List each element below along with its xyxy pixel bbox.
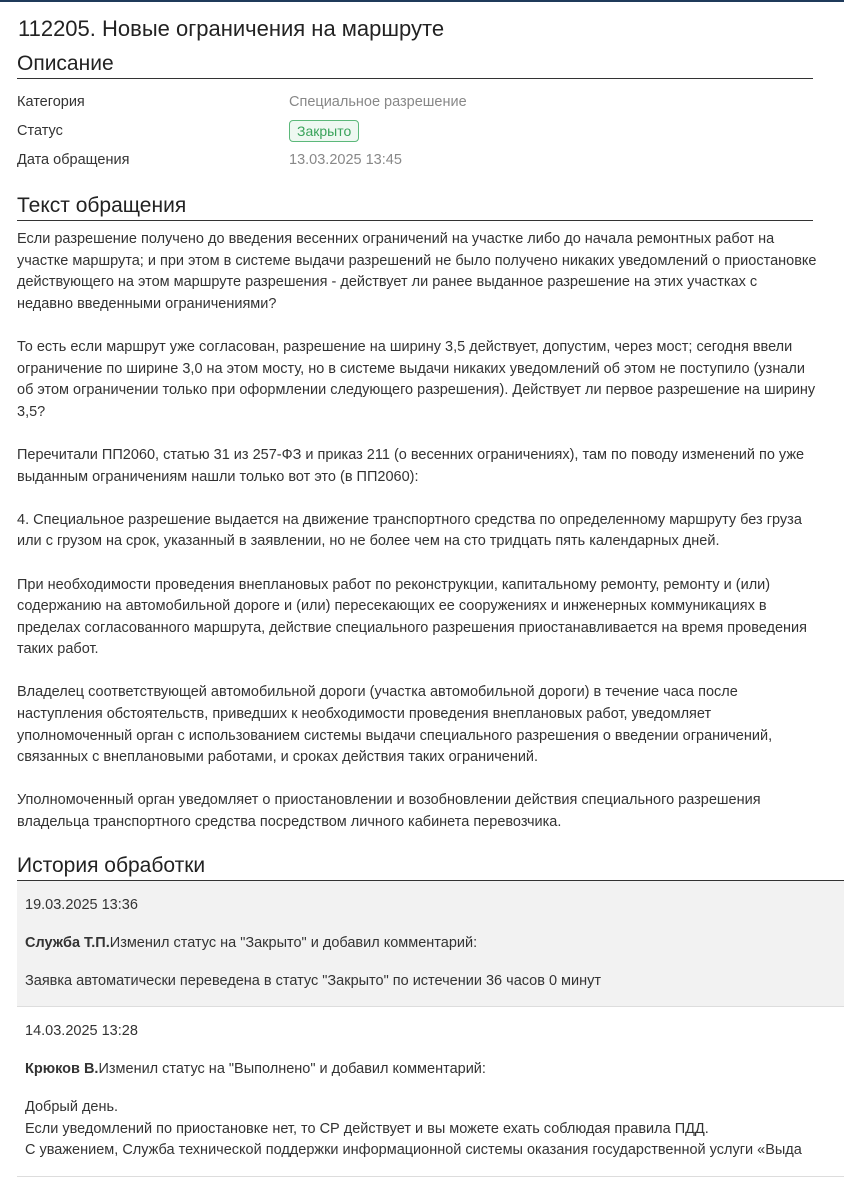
page-title: 112205. Новые ограничения на маршруте	[18, 16, 445, 41]
paragraph: Уполномоченный орган уведомляет о приостановлении и возобновлении действия специального разрешения владельца транспортного средства посредством личного кабинета перевозчика.	[17, 792, 761, 831]
history-heading: История обработки	[17, 854, 844, 881]
history-date: 19.03.2025 13:36	[25, 896, 138, 913]
history-author: Крюков В.	[25, 1061, 99, 1078]
status-label: Статус	[17, 122, 63, 139]
status-row	[17, 116, 844, 145]
category-value: Специальное разрешение	[289, 93, 467, 110]
paragraph: При необходимости проведения внеплановых работ по реконструкции, капитальному ремонту, ремонту и (или) содержанию на автомобильной дороге и (или) пересекающих ее сооружениях и инженерных коммуникациях в пределах согласованного маршрута, действие специального разрешения приостанавливается на время проведения таких работ.	[17, 576, 808, 658]
paragraph: Владелец соответствующей автомобильной дороги (участка автомобильной дороги) в течение часа после наступления обстоятельств, приведших к необходимости проведения внеплановых работ, уведомляет уполномоченный орган с использованием системы выдачи специального разрешения о введении ограничений, связанных с внеплановыми работами, и сроках действия таких ограничений.	[17, 684, 773, 766]
request-text-heading: Текст обращения	[17, 194, 813, 221]
category-row	[17, 87, 844, 116]
history-action-text: Изменил статус на "Выполнено" и добавил комментарий:	[98, 1061, 486, 1078]
history-item	[17, 1007, 844, 1177]
comment-line: С уважением, Служба технической поддержки информационной системы оказания государственной услуги «Выда	[25, 1142, 802, 1159]
history-action	[25, 935, 839, 951]
comment-line: Добрый день.	[25, 1099, 119, 1116]
request-page	[0, 16, 844, 1177]
paragraph: То есть если маршрут уже согласован, разрешение на ширину 3,5 действует, допустим, через мост; сегодня ввели ограничение по ширине 3,0 на этом мосту, но в системе выдачи никаких уведомлений об этом не поступило (узнали об этом ограничении только при оформлении следующего разрешения). Действует ли первое разрешение на ширину 3,5?	[17, 338, 816, 420]
paragraph: Если разрешение получено до введения весенних ограничений на участке либо до начала ремонтных работ на участке маршрута; и при этом в системе выдачи разрешений не было получено никаких уведомлений о приостановке действующего на этом маршруте разрешения - действует ли ранее выданное разрешение на этих участках с недавно введенными ограничениями?	[17, 231, 817, 312]
history-date: 14.03.2025 13:28	[25, 1023, 138, 1040]
status-badge: Закрыто	[289, 120, 359, 142]
description-heading: Описание	[17, 52, 813, 79]
date-row	[17, 145, 844, 174]
paragraph: 4. Специальное разрешение выдается на движение транспортного средства по определенному маршруту без груза или с грузом на срок, указанный в заявлении, но не более чем на сто тридцать пять календарных дней.	[17, 511, 802, 550]
date-value: 13.03.2025 13:45	[289, 151, 402, 168]
request-text	[17, 229, 817, 834]
history-item	[17, 881, 844, 1008]
comment-line: Если уведомлений по приостановке нет, то СР действует и вы можете ехать соблюдая правила ПДД.	[25, 1120, 709, 1137]
description-properties	[17, 87, 844, 174]
history-action	[25, 1061, 839, 1077]
category-label: Категория	[17, 93, 85, 110]
paragraph: Перечитали ПП2060, статью 31 из 257-ФЗ и приказ 211 (о весенних ограничениях), там по поводу изменений по уже выданным ограничениям нашли только вот это (в ПП2060):	[17, 446, 805, 485]
date-label: Дата обращения	[17, 151, 130, 168]
history-comment	[25, 1097, 839, 1162]
history-list	[17, 881, 844, 1177]
history-comment	[25, 971, 839, 993]
comment-line: Заявка автоматически переведена в статус "Закрыто" по истечении 36 часов 0 минут	[25, 972, 602, 989]
history-action-text: Изменил статус на "Закрыто" и добавил комментарий:	[109, 934, 478, 951]
history-author: Служба Т.П.	[25, 934, 110, 951]
